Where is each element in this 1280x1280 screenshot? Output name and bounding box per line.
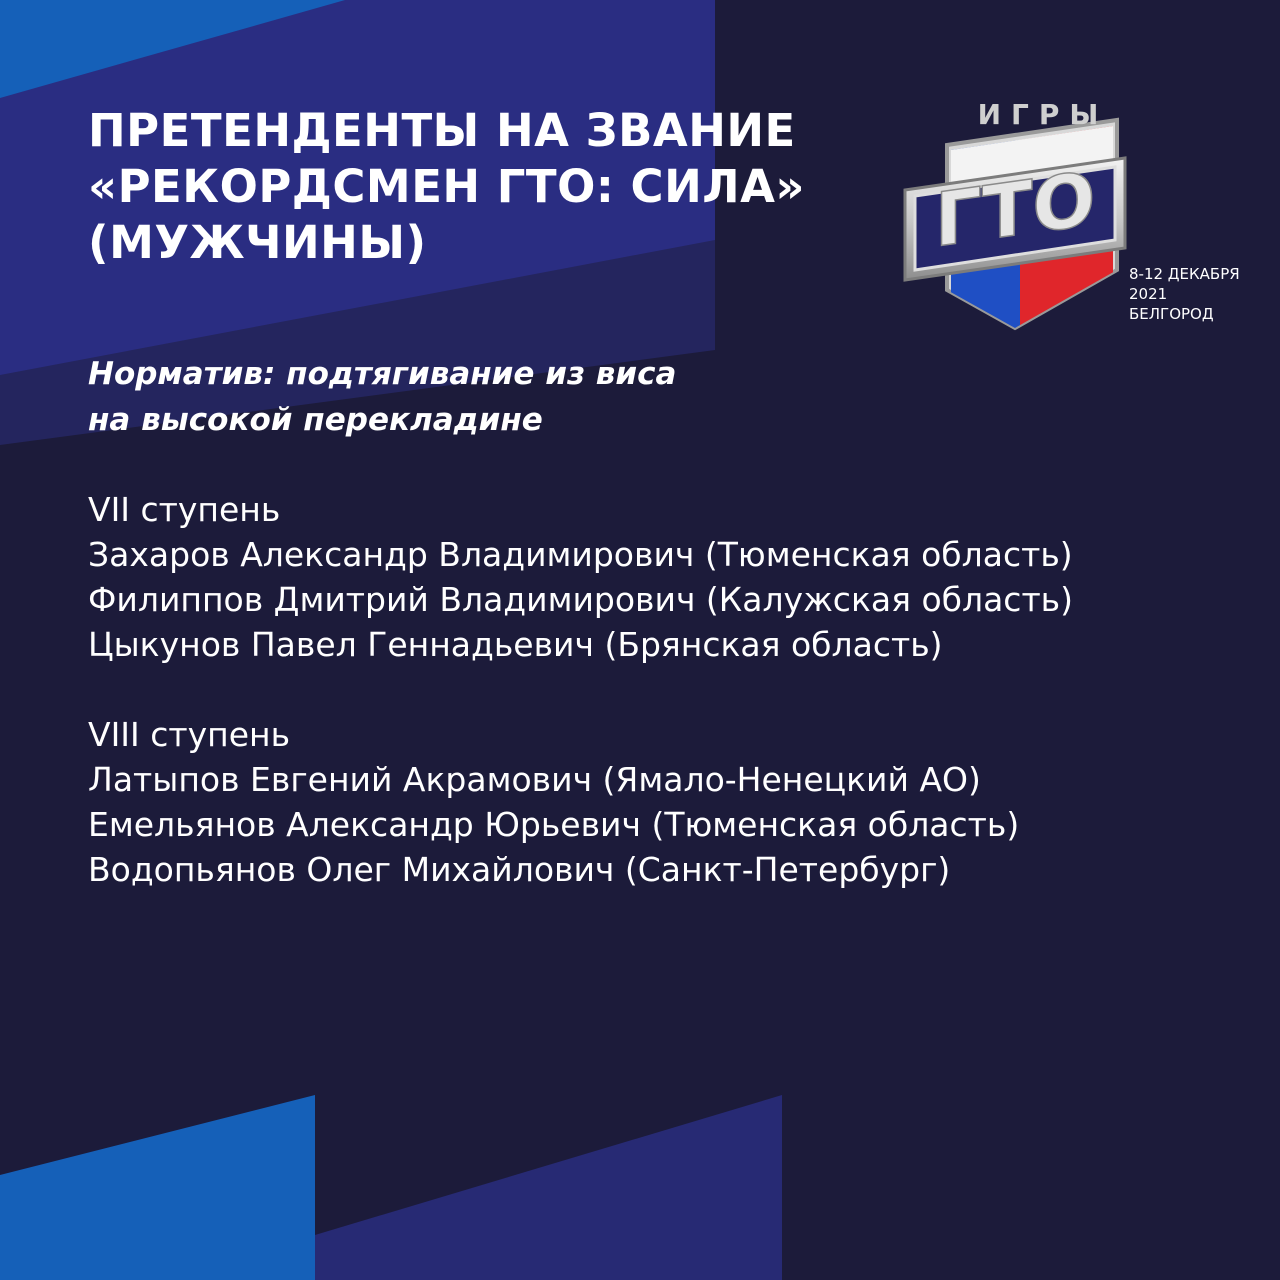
participant-item: Емельянов Александр Юрьевич (Тюменская область) (88, 805, 1020, 844)
title-line: ПРЕТЕНДЕНТЫ НА ЗВАНИЕ (88, 104, 796, 157)
event-info (1129, 264, 1240, 324)
participant-item: Филиппов Дмитрий Владимирович (Калужская область) (88, 580, 1073, 619)
logo-top-word: ИГРЫ (977, 98, 1109, 131)
logo-main-word: ГТО (934, 155, 1096, 265)
event-city: БЕЛГОРОД (1129, 305, 1214, 323)
event-year: 2021 (1129, 285, 1168, 303)
standard-line: Норматив: подтягивание из виса (88, 356, 677, 392)
stage-heading: VIII ступень (88, 715, 291, 754)
title-line: (МУЖЧИНЫ) (88, 216, 427, 269)
stage-group-viii (88, 712, 1188, 892)
participant-item: Латыпов Евгений Акрамович (Ямало-Ненецкий АО) (88, 760, 981, 799)
standard-line: на высокой перекладине (88, 402, 543, 438)
stage-group-vii (88, 487, 1188, 667)
bg-bottom-dark-panel (315, 1095, 782, 1280)
logo (895, 90, 1135, 340)
participant-item: Захаров Александр Владимирович (Тюменская область) (88, 535, 1073, 574)
page-title (88, 103, 888, 271)
participant-item: Водопьянов Олег Михайлович (Санкт-Петербург) (88, 850, 951, 889)
standard-description (88, 351, 848, 443)
participant-item: Цыкунов Павел Геннадьевич (Брянская область) (88, 625, 943, 664)
bg-bottom-accent-stripe (0, 1095, 315, 1280)
title-line: «РЕКОРДСМЕН ГТО: СИЛА» (88, 160, 806, 213)
stage-heading: VII ступень (88, 490, 281, 529)
event-dates: 8-12 ДЕКАБРЯ (1129, 265, 1240, 283)
shield-logo-icon (905, 120, 1125, 330)
